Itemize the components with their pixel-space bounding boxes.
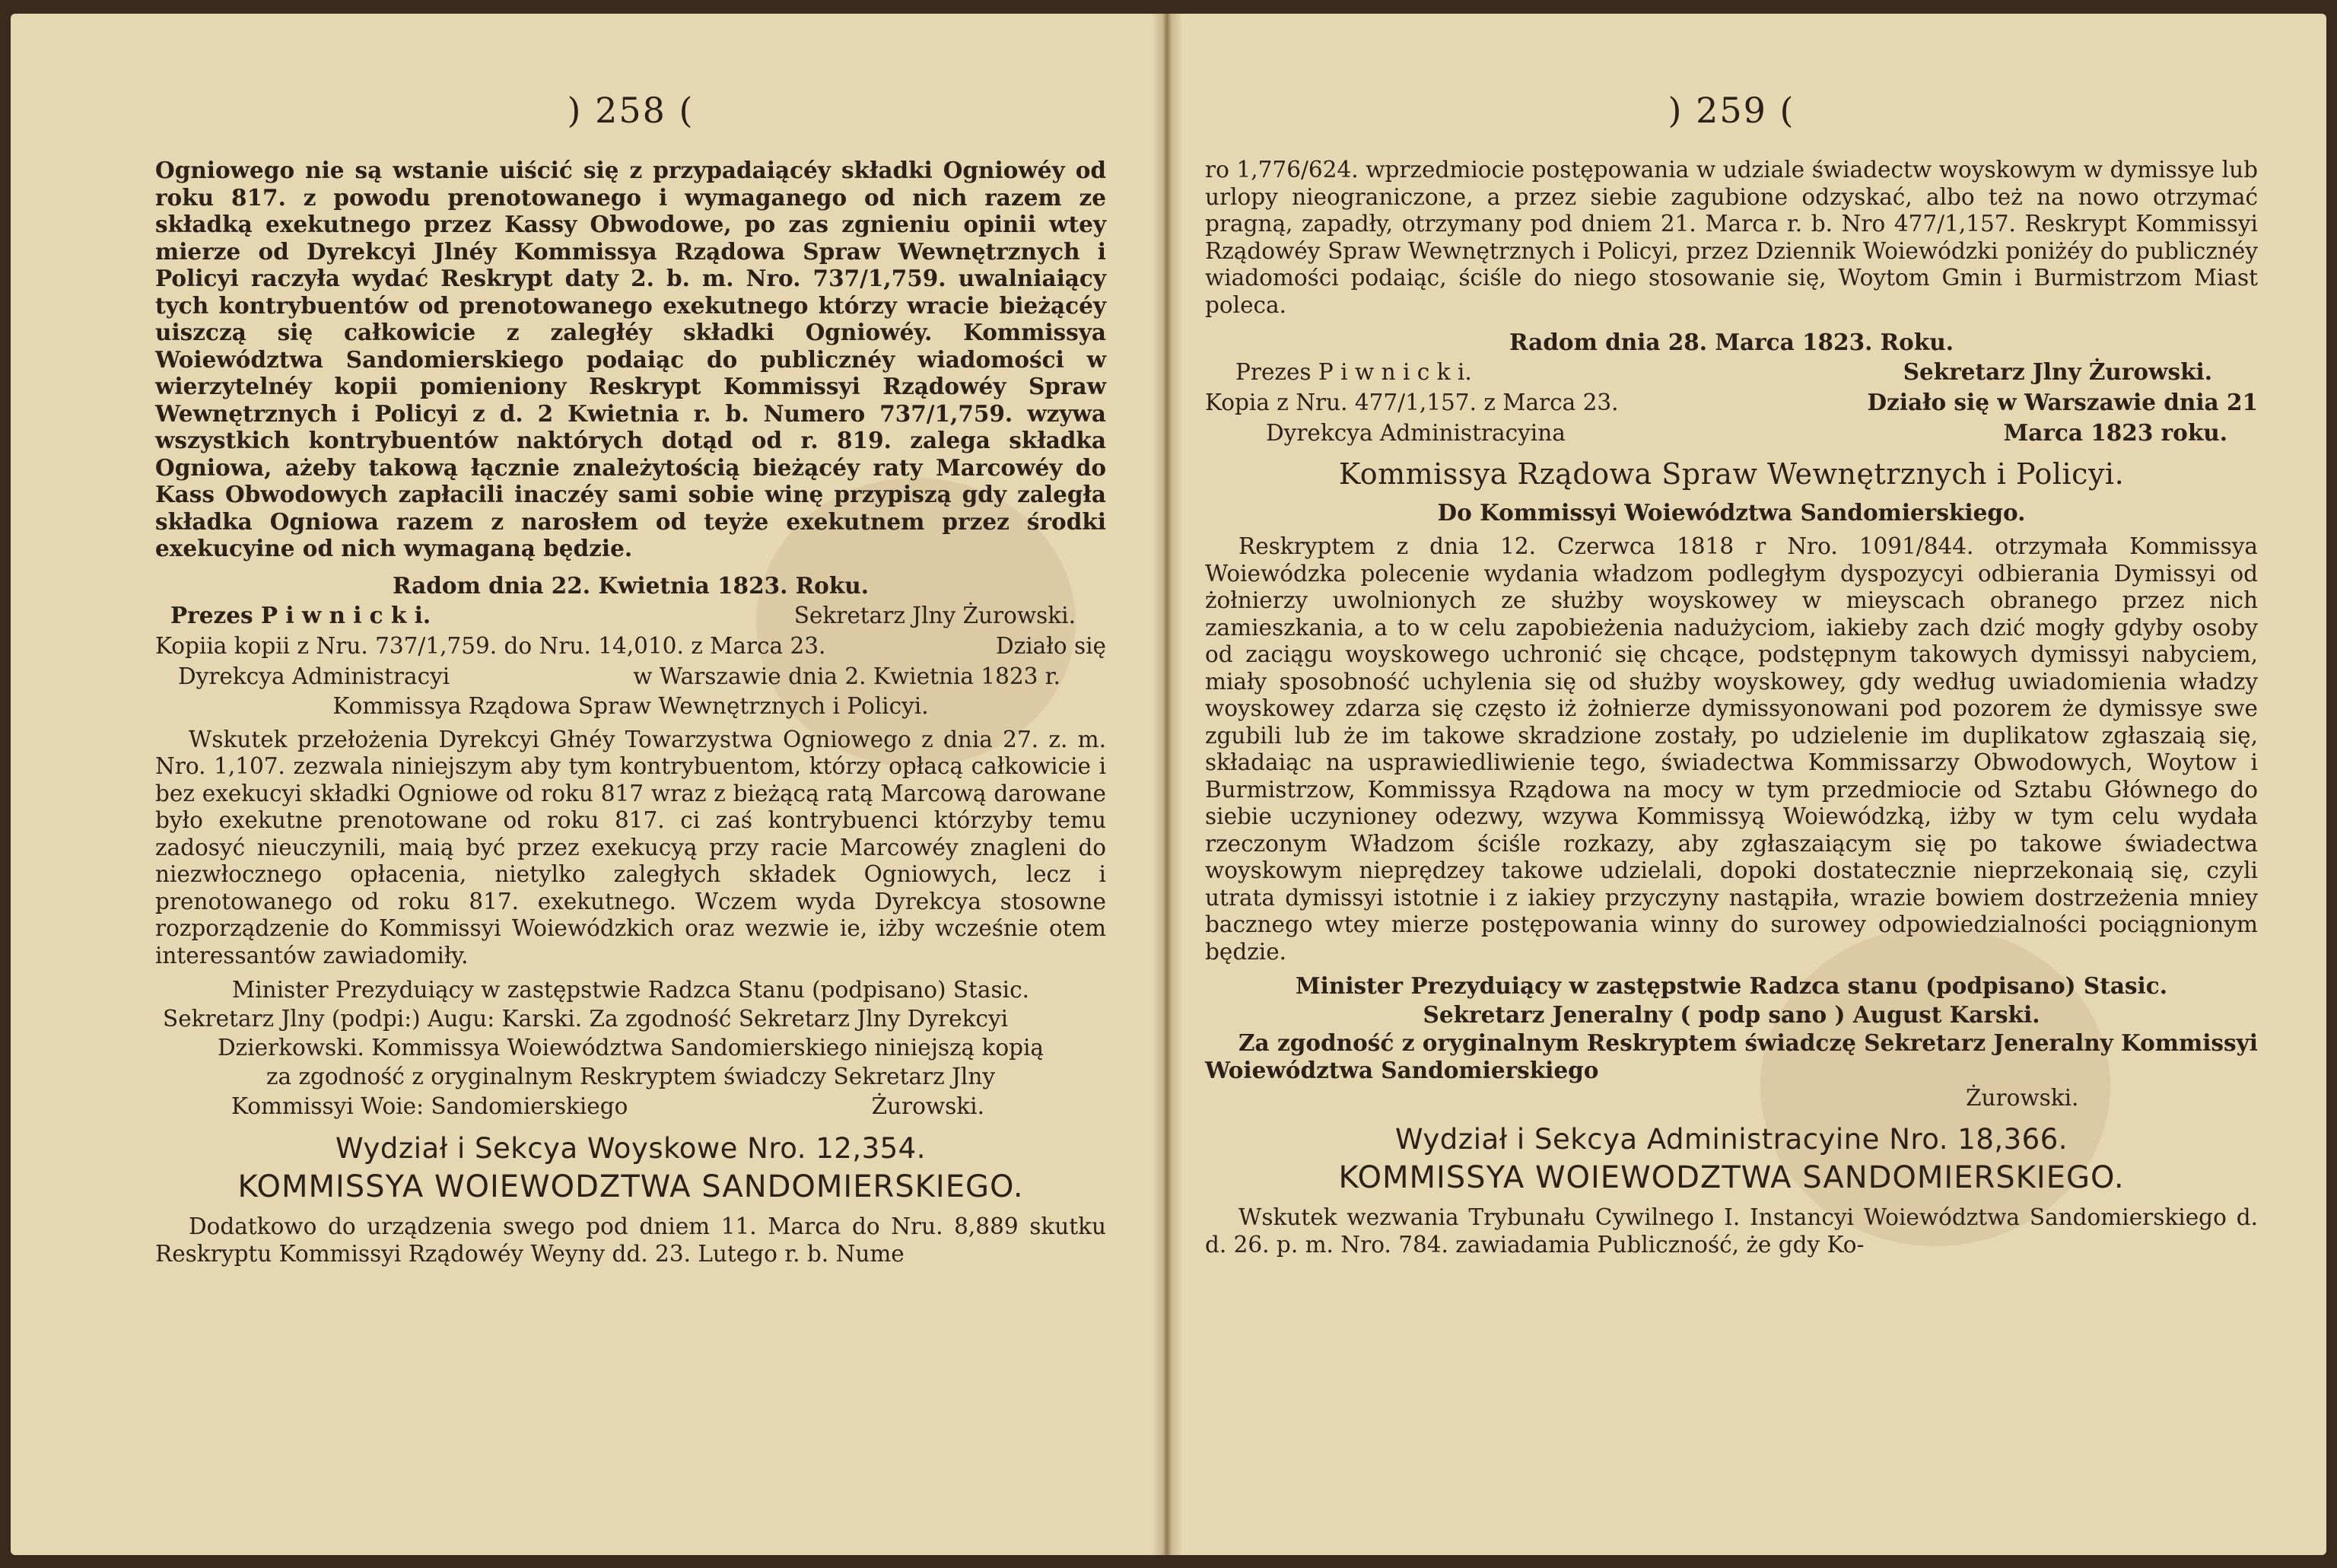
- sekretarz: Sekretarz Jlny Żurowski.: [1903, 358, 2212, 385]
- page-number: ) 258 (: [567, 90, 695, 131]
- paragraph: Wskutek przełożenia Dyrekcyi Głnéy Towarzystwa Ogniowego z dnia 27. z. m. Nro. 1,107. zezwala niniejszym aby tym kontrybuentom, którzy opłacą całkowicie i bez exekucyi składki Ogniowe od roku 817 wraz z bieżącą ratą Marcową darowane było exekutne prenotowane od roku 817. ci zaś kontrybuenci którzyby temu zadosyć nieuczynili, maią być przez exekucyą przy racie Marcowéy znagleni do niezwłocznego opłacenia, nietylko zaległych składek Ogniowych, lecz i prenotowanego od roku 817. exekutnego. Wczem wyda Dyrekcya stosowne rozporządzenie do Kommissyi Woiewódzkich oraz wezwie ie, iżby wcześnie otem interessantów zawiadomiły.: [155, 726, 1106, 968]
- page-number: ) 259 (: [1668, 90, 1795, 131]
- book-spread: [11, 14, 2326, 1555]
- kopia-text: Kopiia kopii z Nru. 737/1,759. do Nru. 14,010. z Marca 23.: [155, 632, 826, 659]
- kopia-row: [155, 631, 1106, 661]
- signature-row: [1205, 357, 2258, 387]
- zurowski: Żurowski.: [871, 1093, 984, 1119]
- paragraph: Dodatkowo do urządzenia swego pod dniem 11. Marca do Nru. 8,889 skutku Reskryptu Kommissyi Rządowéy Weyny dd. 23. Lutego r. b. Nume: [155, 1213, 1106, 1267]
- warszawa-date: w Warszawie dnia 2. Kwietnia 1823 r.: [633, 663, 1060, 689]
- kopia-text: Kopia z Nru. 477/1,157. z Marca 23.: [1205, 390, 1619, 415]
- dzialo-text: Działo się: [996, 632, 1106, 659]
- kommissya-big-heading: KOMMISSYA WOIEWODZTWA SANDOMIERSKIEGO.: [237, 1169, 1024, 1204]
- kommissyi-woie: Kommissyi Woie: Sandomierskiego: [231, 1093, 628, 1119]
- dyrekcya: Dyrekcya Administracyi: [178, 663, 450, 689]
- dyrekcya-row: [155, 661, 1106, 692]
- zgodnosc-line: za zgodność z oryginalnym Reskryptem świadczy Sekretarz Jlny: [265, 1064, 996, 1089]
- paragraph: Wskutek wezwania Trybunału Cywilnego I. Instancyi Woiewództwa Sandomierskiego d. d. 26. p. m. Nro. 784. zawiadamia Publiczność, że gdy Ko-: [1205, 1204, 2258, 1258]
- kommissya-heading: Kommissya Rządowa Spraw Wewnętrznych i Policyi.: [332, 692, 929, 719]
- sekretarz-line: Sekretarz Jlny (podpi:) Augu: Karski. Za zgodność Sekretarz Jlny Dyrekcyi: [163, 1006, 1009, 1032]
- sekretarz: Sekretarz Jlny Żurowski.: [793, 602, 1076, 628]
- date-line: Radom dnia 22. Kwietnia 1823. Roku.: [392, 571, 870, 599]
- dyrekcya: Dyrekcya Administracyina: [1266, 420, 1566, 446]
- date-line: Radom dnia 28. Marca 1823. Roku.: [1509, 329, 1954, 355]
- prezes: Prezes P i w n i c k i.: [1235, 359, 1472, 385]
- sekretarz-jeneralny-line: Sekretarz Jeneralny ( podp sano ) August Karski.: [1423, 1001, 2040, 1028]
- paragraph: Ogniowego nie są wstanie uiścić się z przypadaiącéy składki Ogniowéy od roku 817. z powodu prenotowanego i wymaganego od nich razem ze składką exekutnego przez Kassy Obwodowe, po zas zgnieniu opinii wtey mierze od Dyrekcyi Jlnéy Kommissya Rządowa Spraw Wewnętrznych i Policyi raczyła wydać Reskrypt daty 2. b. m. Nro. 737/1,759. uwalniaiący tych kontrybuentów od prenotowanego exekutnego którzy wracie bieżącéy uiszczą się całkowicie z zaległéy składki Ogniowéy. Kommissya Woiewództwa Sandomierskiego podaiąc do publicznéy wiadomości w wierzytelnéy kopii pomieniony Reskrypt Kommissyi Rządowéy Spraw Wewnętrznych i Policyi z d. 2 Kwietnia r. b. Numero 737/1,759. wzywa wszystkich kontrybuentów naktórych dotąd od r. 819. zalega składka Ogniowa, ażeby takową łącznie znależytością bieżącéy raty Marcowéy do Kass Obwodowych zapłacili inaczéy sami sobie winę przypiszą gdy zaległa składka Ogniowa razem z narosłem od teyże exekutnem przez środki exekucyine od nich wymaganą będzie.: [155, 157, 1106, 561]
- zgodnosc-paragraph: Za zgodność z oryginalnym Reskryptem świadczę Sekretarz Jeneralny Kommissyi Woiewództwa Sandomierskiego: [1205, 1029, 2258, 1083]
- right-page: [1182, 14, 2326, 1555]
- kommissya-heading: Kommissya Rządowa Spraw Wewnętrznych i Policyi.: [1338, 457, 2125, 491]
- do-kommissyi-line: Do Kommissyi Woiewództwa Sandomierskiego.: [1437, 499, 2026, 526]
- dzialo-text: Działo się w Warszawie dnia 21: [1867, 389, 2258, 415]
- minister-line: Minister Prezyduiący w zastępstwie Radzca Stanu (podpisano) Stasic.: [232, 977, 1029, 1003]
- kommissyi-row: [155, 1091, 1106, 1121]
- kopia-row: [1205, 387, 2258, 418]
- dyrekcya-row: [1205, 418, 2258, 448]
- prezes: Prezes P i w n i c k i.: [170, 601, 431, 628]
- left-page: [11, 14, 1152, 1555]
- minister-line: Minister Prezyduiący w zastępstwie Radzca stanu (podpisano) Stasic.: [1296, 972, 2167, 999]
- kommissya-big-heading: KOMMISSYA WOIEWODZTWA SANDOMIERSKIEGO.: [1338, 1160, 2125, 1195]
- marca-date: Marca 1823 roku.: [2003, 419, 2227, 446]
- wydzial-heading: Wydział i Sekcya Administracyine Nro. 18,366.: [1394, 1123, 2068, 1156]
- dzierkowski-line: Dzierkowski. Kommissya Woiewództwa Sandomierskiego niniejszą kopią: [217, 1035, 1044, 1061]
- book-gutter: [1152, 14, 1182, 1555]
- signature-row: [155, 600, 1106, 631]
- paragraph: ro 1,776/624. wprzedmiocie postępowania w udziale świadectw woyskowym w dymissye lub urlopy nieograniczone, a przez siebie zagubione odzyskać, albo też na nowo otrzymać pragną, zapadły, otrzymany pod dniem 21. Marca r. b. Nro 477/1,157. Reskrypt Kommissyi Rządowéy Spraw Wewnętrznych i Policyi, przez Dziennik Woiewódzki poniżéy do publicznéy wiadomości podaiąc, ściśle do niego stosowanie się, Woytom Gmin i Burmistrzom Miast poleca.: [1205, 157, 2258, 318]
- paragraph: Reskryptem z dnia 12. Czerwca 1818 r Nro. 1091/844. otrzymała Kommissya Woiewódzka polecenie wydania władzom podległym dyspozycyi odbierania Dymissyi od żołnierzy uwolnionych ze służby woyskowey w mieyscach obranego przez nich zamieszkania, a to w celu zapobieżenia nadużyciom, iakieby zach dzić mogły gdyby osoby od zaciągu woyskowego uchronić się chcące, podstępnym takowych dymissyi nabyciem, miały sposobność uchylenia się od służby woyskowey, gdy według uwiadomienia władzy woyskowey zdarza się często iż żołnierze dymissyonowani pod pozorem że dymissye swe zgubili lub że im takowe skradzione zostały, po udzielenie im duplikatow zgłaszaią się, składaiąc na usprawiedliwienie tego, świadectwa Kommissarzy Obwodowych, Woytow i Burmistrzow, Kommissya Rządowa na mocy w tym przedmiocie od Sztabu Głównego do siebie uczynioney odezwy, wzywa Kommissyą Woiewódzką, iżby w tym celu wydała rzeczonym Władzom ściśle rozkazy, aby zgłaszaiącym się po takowe świadectwa woyskowym nieprędzey takowe udzielali, dopoki dostatecznie nieprzekonaią się, czyli utrata dymissyi istotnie i z iakiey przyczyny nastąpiła, wrazie bowiem dostrzeżenia mniey bacznego wtey mierze postępowania winny do surowey odpowiedzialności pociągnionym będzie.: [1205, 533, 2258, 965]
- wydzial-heading: Wydział i Sekcya Woyskowe Nro. 12,354.: [335, 1132, 926, 1165]
- zurowski-line: Żurowski.: [1966, 1085, 2079, 1111]
